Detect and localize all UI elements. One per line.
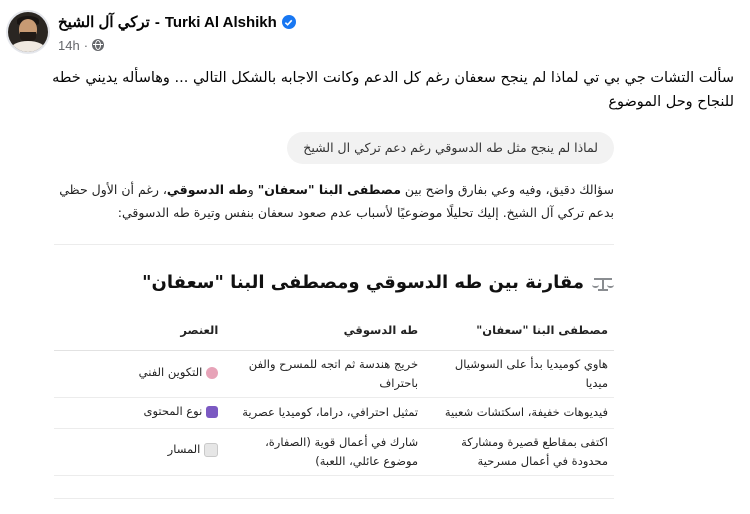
table-cell bbox=[54, 351, 224, 398]
chart-trend-icon bbox=[204, 443, 218, 457]
table-header-row bbox=[54, 312, 614, 351]
table-cell: هاوي كوميديا بدأ على السوشيال ميديا bbox=[424, 351, 614, 398]
comparison-table bbox=[54, 312, 614, 499]
avatar-body bbox=[10, 41, 46, 52]
table-cell bbox=[54, 428, 224, 475]
balance-scale-icon bbox=[592, 275, 614, 291]
brain-icon bbox=[206, 367, 218, 379]
answer-text-2: و bbox=[247, 182, 258, 197]
author-name-row bbox=[58, 12, 296, 32]
assistant-answer bbox=[54, 178, 614, 224]
divider bbox=[54, 244, 614, 245]
section-heading-text: مقارنة بين طه الدسوقي ومصطفى البنا "سعفان" bbox=[142, 272, 584, 293]
element-label: التكوين الفني bbox=[138, 365, 203, 380]
table-row bbox=[54, 428, 614, 475]
table-cell: اكتفى بمقاطع قصيرة ومشاركة محدودة في أعمال مسرحية bbox=[424, 428, 614, 475]
table-cell bbox=[424, 475, 614, 498]
element-label: المسار bbox=[167, 442, 201, 457]
attached-image[interactable] bbox=[0, 122, 750, 514]
table-cell bbox=[54, 398, 224, 429]
author-name-separator: - bbox=[154, 13, 160, 31]
table-row-partial bbox=[54, 475, 614, 498]
answer-text-3: ، رغم أن الأول حظي بدعم تركي آل الشيخ. إليك تحليلًا موضوعيًا لأسباب عدم صعود سعفان بنفس وتيرة طه الدسوقي: bbox=[59, 182, 614, 220]
table-cell bbox=[54, 475, 224, 498]
answer-bold-2: طه الدسوقي bbox=[166, 182, 248, 197]
performing-arts-icon bbox=[206, 406, 218, 418]
table-header: طه الدسوقي bbox=[224, 312, 424, 351]
post-time[interactable]: 14h bbox=[58, 37, 80, 53]
answer-bold-1: مصطفى البنا "سعفان" bbox=[257, 182, 401, 197]
table-header: العنصر bbox=[54, 312, 224, 351]
section-heading bbox=[142, 272, 614, 293]
user-question-bubble: لماذا لم ينجح مثل طه الدسوقي رغم دعم تركي ال الشيخ bbox=[287, 132, 614, 164]
author-name-en[interactable]: Turki Al Alshikh bbox=[164, 13, 277, 31]
post-meta bbox=[58, 37, 104, 53]
verified-badge-icon bbox=[282, 15, 296, 29]
answer-text-1: سؤالك دقيق، وفيه وعي بفارق واضح بين bbox=[400, 182, 614, 197]
table-cell: شارك في أعمال قوية (الصفارة، موضوع عائلي، اللعبة) bbox=[224, 428, 424, 475]
meta-dot: · bbox=[83, 37, 89, 53]
table-cell: خريج هندسة ثم اتجه للمسرح والفن باحتراف bbox=[224, 351, 424, 398]
table-cell: فيديوهات خفيفة، اسكتشات شعبية bbox=[424, 398, 614, 429]
table-row bbox=[54, 351, 614, 398]
author-name-ar[interactable]: تركي آل الشيخ bbox=[58, 14, 150, 31]
post-caption: سألت التشات جي بي تي لماذا لم ينجح سعفان رغم كل الدعم وكانت الاجابه بالشكل التالي ... وهاسأله يديني خطه للنجاح وحل الموضوع bbox=[52, 70, 734, 110]
table-cell: تمثيل احترافي، دراما، كوميديا عصرية bbox=[224, 398, 424, 429]
author-avatar[interactable] bbox=[8, 12, 48, 52]
table-row bbox=[54, 398, 614, 429]
table-header: مصطفى البنا "سعفان" bbox=[424, 312, 614, 351]
table-cell bbox=[224, 475, 424, 498]
element-label: نوع المحتوى bbox=[143, 404, 203, 418]
globe-icon[interactable] bbox=[92, 39, 104, 51]
